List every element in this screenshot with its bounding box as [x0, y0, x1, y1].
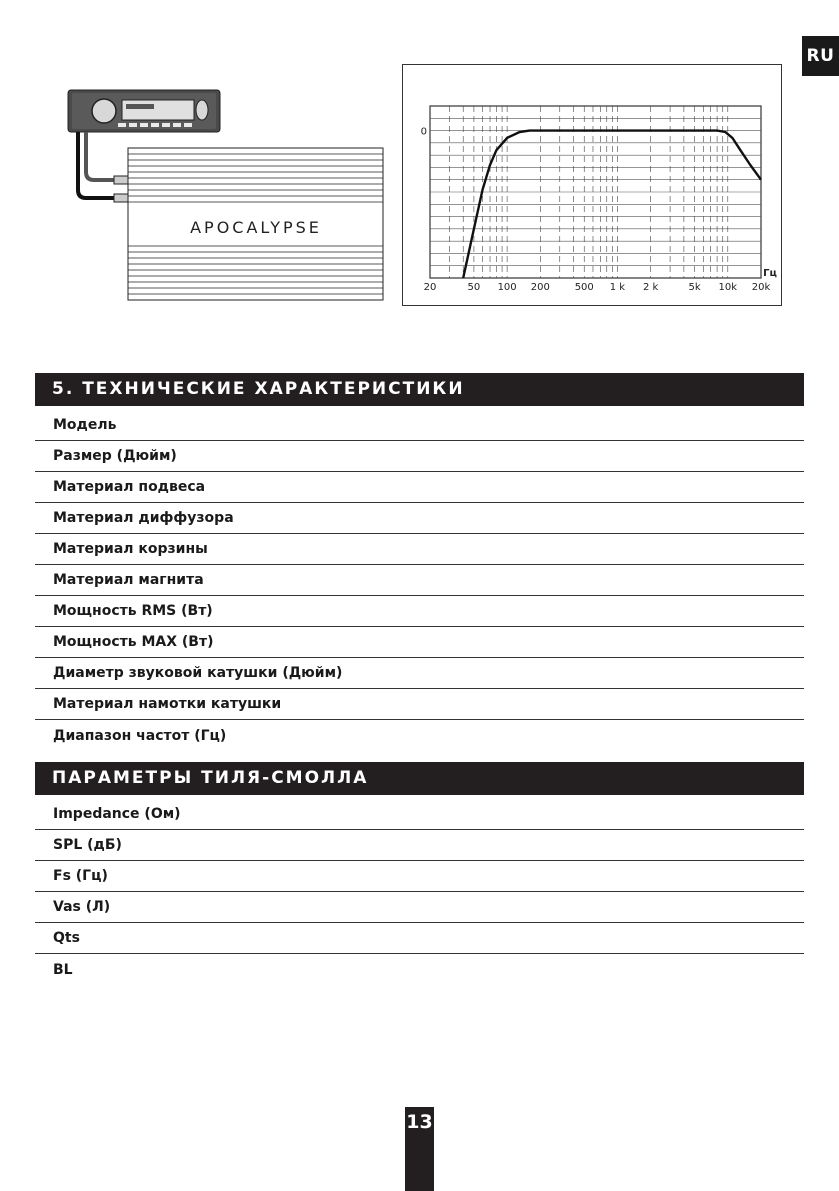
spec-row: Мощность MAX (Вт) — [35, 627, 804, 658]
section-title-specs: 5. ТЕХНИЧЕСКИЕ ХАРАКТЕРИСТИКИ — [35, 373, 804, 406]
spec-row: Материал диффузора — [35, 503, 804, 534]
spec-row: Материал подвеса — [35, 472, 804, 503]
amplifier-illustration — [128, 148, 383, 300]
spec-row: Модель — [35, 410, 804, 441]
specs-table — [35, 410, 804, 751]
spec-row: Fs (Гц) — [35, 861, 804, 892]
frequency-response-chart — [402, 64, 782, 306]
spec-row: Размер (Дюйм) — [35, 441, 804, 472]
section-title-thiele-small: ПАРАМЕТРЫ ТИЛЯ-СМОЛЛА — [35, 762, 804, 795]
spec-row: BL — [53, 961, 73, 978]
x-tick-label: 200 — [530, 282, 550, 293]
x-tick-label: 5k — [688, 282, 701, 293]
page-number: 13 — [405, 1107, 434, 1191]
thiele-small-table — [35, 799, 804, 985]
spec-row: Impedance (Ом) — [35, 799, 804, 830]
spec-row: Материал магнита — [35, 565, 804, 596]
x-axis-label: Гц — [763, 268, 777, 279]
y-tick-label: 0 — [420, 126, 427, 138]
x-tick-label: 2 k — [642, 282, 659, 293]
rca-cables — [78, 132, 128, 202]
x-tick-label: 50 — [467, 282, 481, 293]
x-tick-label: 10k — [718, 282, 738, 293]
spec-row: SPL (дБ) — [35, 830, 804, 861]
head-unit-illustration — [68, 90, 220, 132]
x-tick-label: 500 — [574, 282, 594, 293]
language-tab: RU — [802, 36, 839, 76]
x-tick-label: 20k — [751, 282, 771, 293]
spec-row: Vas (Л) — [35, 892, 804, 923]
spec-row: Qts — [35, 923, 804, 954]
spec-row: Материал намотки катушки — [35, 689, 804, 720]
spec-row: Материал корзины — [35, 534, 804, 565]
x-tick-label: 100 — [497, 282, 517, 293]
connection-illustration — [64, 88, 388, 308]
x-tick-label: 1 k — [609, 282, 626, 293]
brand-logo: APOCALYPSE — [190, 218, 322, 237]
spec-row: Диаметр звуковой катушки (Дюйм) — [35, 658, 804, 689]
spec-row: Диапазон частот (Гц) — [53, 727, 227, 744]
x-tick-label: 20 — [423, 282, 437, 293]
spec-row: Мощность RMS (Вт) — [35, 596, 804, 627]
